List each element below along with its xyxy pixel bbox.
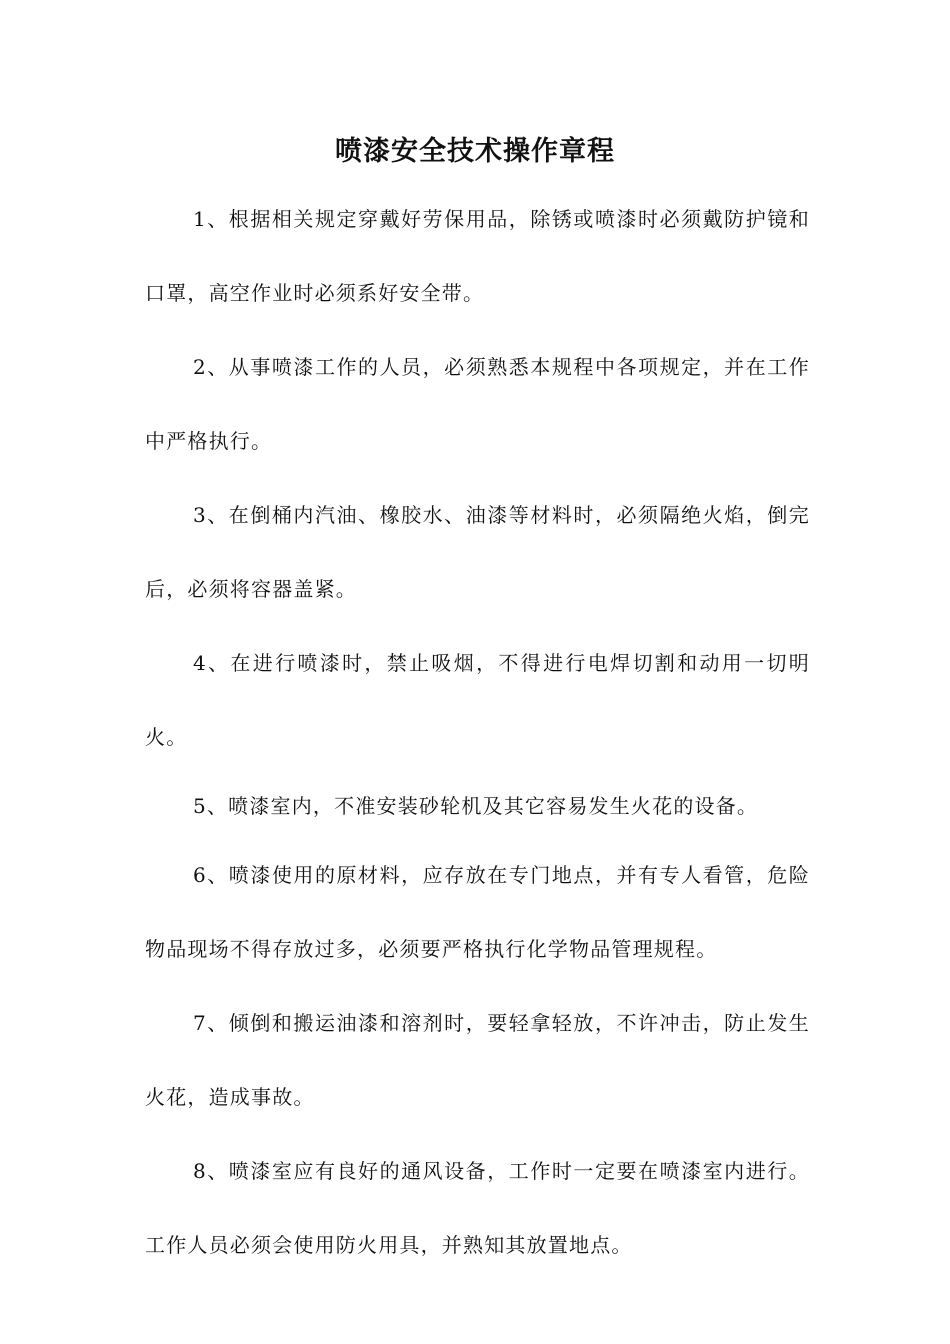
document-title: 喷漆安全技术操作章程: [335, 136, 615, 167]
paragraph-5: 5、喷漆室内，不准安装砂轮机及其它容易发生火花的设备。: [193, 794, 759, 818]
paragraph-2: 2、从事喷漆工作的人员，必须熟悉本规程中各项规定，并在工作中严格执行。: [145, 355, 810, 453]
paragraph-6: 6、喷漆使用的原材料，应存放在专门地点，并有专人看管，危险物品现场不得存放过多，必须要严格执行化学物品管理规程。: [145, 863, 810, 961]
paragraph-3: 3、在倒桶内汽油、橡胶水、油漆等材料时，必须隔绝火焰，倒完后，必须将容器盖紧。: [145, 503, 810, 601]
paragraph-4: 4、在进行喷漆时，禁止吸烟，不得进行电焊切割和动用一切明火。: [145, 651, 810, 749]
paragraph-7: 7、倾倒和搬运油漆和溶剂时，要轻拿轻放，不许冲击，防止发生火花，造成事故。: [145, 1011, 810, 1109]
document-body: [145, 182, 810, 1282]
paragraph-8: 8、喷漆室应有良好的通风设备，工作时一定要在喷漆室内进行。工作人员必须会使用防火用具，并熟知其放置地点。: [145, 1159, 810, 1257]
paragraph-1: 1、根据相关规定穿戴好劳保用品，除锈或喷漆时必须戴防护镜和口罩，高空作业时必须系好安全带。: [145, 207, 810, 305]
